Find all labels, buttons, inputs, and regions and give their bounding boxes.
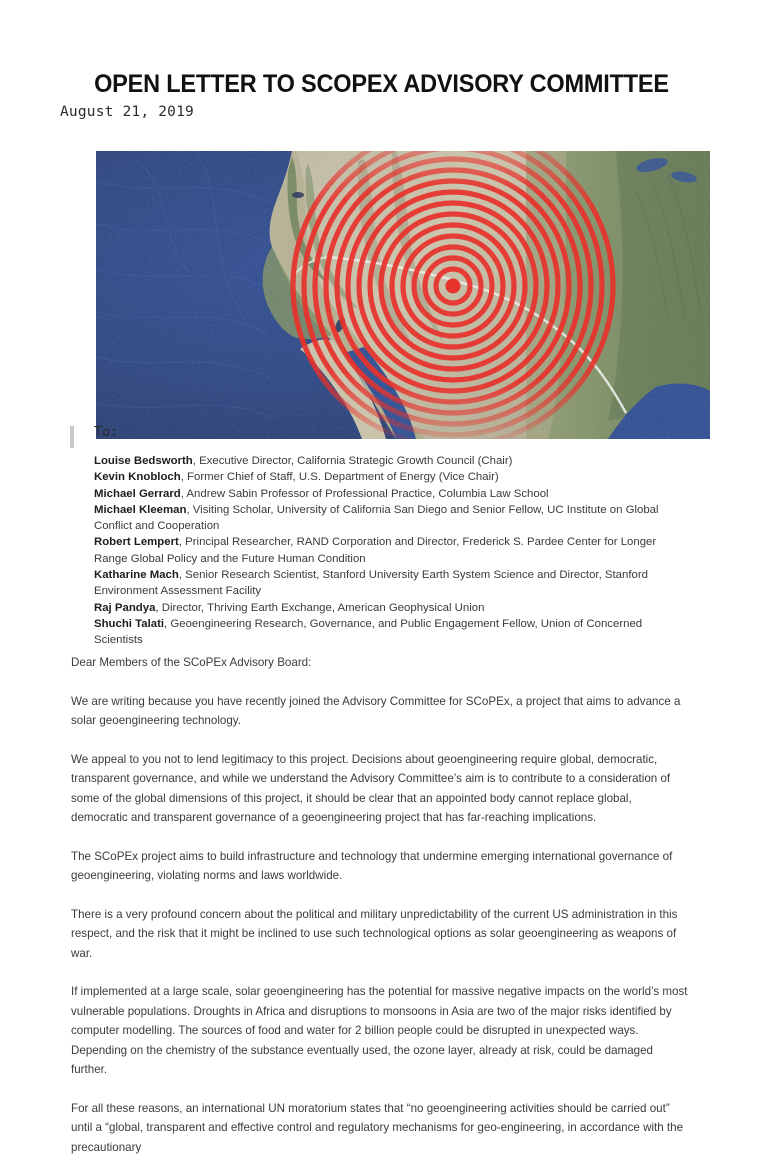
to-label: To: bbox=[94, 424, 119, 440]
recipient-name: Katharine Mach bbox=[94, 569, 179, 582]
recipient-detail: , Executive Director, California Strategic Growth Council (Chair) bbox=[192, 455, 513, 467]
recipient-list bbox=[94, 453, 674, 649]
body-paragraph: We appeal to you not to lend legitimacy to this project. Decisions about geoengineering require global, democratic, transparent governance, and while we understand the Advisory Committee’s aim is to contribute to a consideration of some of the global dimensions of this project, it should be clear that an appointed body cannot replace global, democratic and transparent governance of a geoengineering project that has far-reaching implications. bbox=[71, 752, 671, 824]
recipient-item bbox=[94, 600, 674, 616]
recipient-item bbox=[94, 486, 674, 502]
recipient-detail: , Geoengineering Research, Governance, and Public Engagement Fellow, Union of Concerned Scientists bbox=[94, 617, 643, 647]
recipient-detail: , Visiting Scholar, University of California San Diego and Senior Fellow, UC Institute on Global Conflict and Cooperation bbox=[94, 503, 659, 533]
recipient-detail: , Andrew Sabin Professor of Professional Practice, Columbia Law School bbox=[180, 487, 549, 500]
epicenter-dot bbox=[446, 279, 461, 294]
recipient-detail: , Former Chief of Staff, U.S. Department of Energy (Vice Chair) bbox=[180, 471, 499, 484]
recipient-name: Robert Lempert bbox=[94, 536, 179, 549]
recipient-name: Michael Gerrard bbox=[94, 487, 181, 500]
recipient-name: Louise Bedsworth bbox=[94, 455, 193, 467]
recipient-detail: , Principal Researcher, RAND Corporation and Director, Frederick S. Pardee Center for Longer Range Global Policy and the Future Human Condition bbox=[94, 536, 657, 565]
recipient-name: Raj Pandya bbox=[94, 601, 156, 614]
blockquote-bar bbox=[70, 426, 74, 448]
letter-body bbox=[71, 653, 691, 1176]
body-paragraph: There is a very profound concern about the political and military unpredictability of the current US administration in this respect, and the risk that it might be inclined to use such technological options as solar geoengineering as weapons of war. bbox=[71, 907, 678, 960]
recipient-name: Kevin Knobloch bbox=[94, 471, 181, 484]
recipient-detail: , Senior Research Scientist, Stanford University Earth System Science and Director, Stanford Environment Assessment Facility bbox=[94, 569, 648, 598]
document-date: August 21, 2019 bbox=[60, 104, 194, 120]
salutation: Dear Members of the SCoPEx Advisory Board: bbox=[71, 656, 312, 669]
recipient-item bbox=[94, 534, 674, 567]
satellite-map-image bbox=[96, 151, 710, 439]
map-figure bbox=[96, 151, 710, 439]
recipient-item bbox=[94, 567, 674, 600]
recipient-item bbox=[94, 616, 674, 649]
recipient-name: Michael Kleeman bbox=[94, 503, 187, 516]
page-title: OPEN LETTER TO SCOPEX ADVISORY COMMITTEE bbox=[94, 69, 669, 98]
body-paragraph: We are writing because you have recently joined the Advisory Committee for SCoPEx, a project that aims to advance a solar geoengineering technology. bbox=[71, 694, 681, 727]
to-blockquote bbox=[70, 424, 690, 440]
recipient-item bbox=[94, 502, 674, 535]
recipient-item bbox=[94, 453, 674, 469]
recipient-item bbox=[94, 469, 674, 485]
recipient-detail: , Director, Thriving Earth Exchange, American Geophysical Union bbox=[155, 601, 485, 614]
body-paragraph: If implemented at a large scale, solar geoengineering has the potential for massive negative impacts on the world’s most vulnerable populations. Droughts in Africa and disruptions to monsoons in Asia are two of the major risks identified by computer modelling. The sources of food and water for 2 billion people could be disrupted in unexpected ways. Depending on the chemistry of the substance eventually used, the ozone layer, already at risk, could be damaged further. bbox=[71, 985, 688, 1076]
body-paragraph: The SCoPEx project aims to build infrastructure and technology that undermine emerging international governance of geoengineering, violating norms and laws worldwide. bbox=[71, 849, 673, 882]
body-paragraph: For all these reasons, an international UN moratorium states that “no geoengineering activities should be carried out” until a “global, transparent and effective control and regulatory mechanisms for geo-engineering, in accordance with the precautionary bbox=[71, 1101, 684, 1154]
recipient-name: Shuchi Talati bbox=[94, 617, 165, 630]
